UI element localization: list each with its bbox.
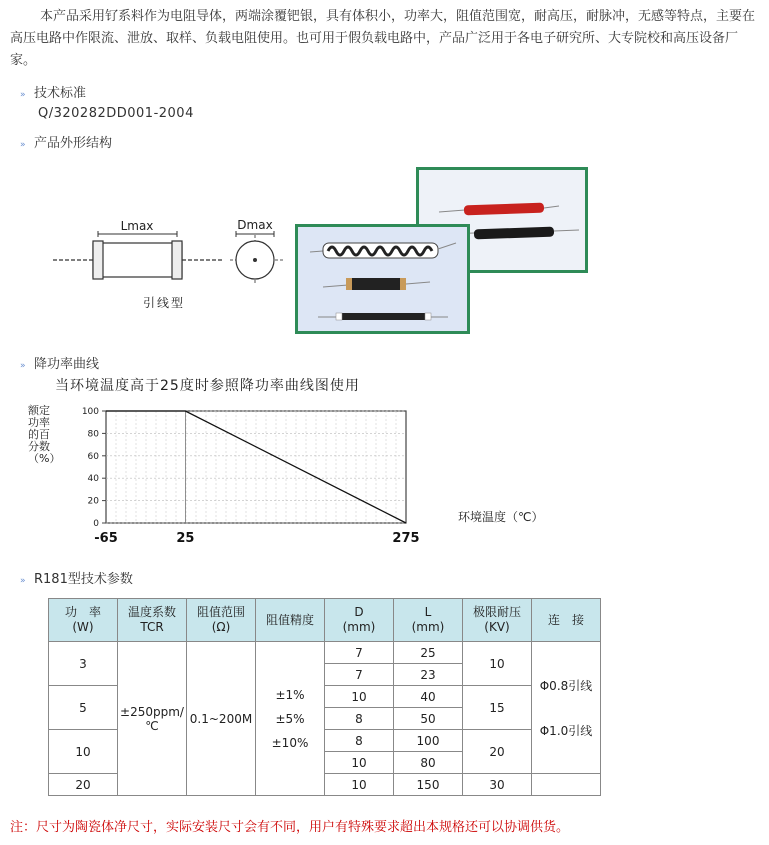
table-header-row bbox=[49, 599, 601, 642]
d-cell: 10 bbox=[325, 752, 394, 774]
chart-title: 当环境温度高于25度时参照降功率曲线图使用 bbox=[55, 378, 360, 394]
dimension-diagram bbox=[48, 205, 288, 315]
y-tick-label: 40 bbox=[87, 474, 99, 485]
power-cell: 20 bbox=[49, 774, 118, 796]
standard-code: Q/320282DD001-2004 bbox=[38, 106, 194, 121]
d-cell: 8 bbox=[325, 730, 394, 752]
d-cell: 10 bbox=[325, 686, 394, 708]
lmax-label: Lmax bbox=[120, 219, 154, 233]
table-header-cell: 温度系数 TCR bbox=[118, 599, 187, 642]
derating-chart bbox=[60, 403, 560, 548]
d-cell: 7 bbox=[325, 664, 394, 686]
table-header-cell: 阻值精度 bbox=[256, 599, 325, 642]
l-cell: 100 bbox=[394, 730, 463, 752]
x-tick-label: 275 bbox=[392, 531, 420, 546]
table-header-cell: 极限耐压 (KV) bbox=[463, 599, 532, 642]
tcr-cell: ±250ppm/℃ bbox=[118, 642, 187, 796]
connection-empty-cell bbox=[532, 774, 601, 796]
product-photo-group bbox=[295, 224, 470, 334]
power-cell: 5 bbox=[49, 686, 118, 730]
table-header-cell: 连 接 bbox=[532, 599, 601, 642]
d-cell: 10 bbox=[325, 774, 394, 796]
section-params bbox=[20, 568, 133, 587]
power-cell: 10 bbox=[49, 730, 118, 774]
l-cell: 150 bbox=[394, 774, 463, 796]
l-cell: 25 bbox=[394, 642, 463, 664]
bullet-arrow-icon: » bbox=[20, 140, 26, 150]
l-cell: 23 bbox=[394, 664, 463, 686]
table-header-cell: D (mm) bbox=[325, 599, 394, 642]
l-cell: 40 bbox=[394, 686, 463, 708]
x-tick-label: 25 bbox=[176, 531, 195, 546]
section-params-label: R181型技术参数 bbox=[34, 572, 133, 587]
section-derating-label: 降功率曲线 bbox=[34, 357, 100, 372]
section-structure-label: 产品外形结构 bbox=[34, 136, 113, 151]
x-tick-label: -65 bbox=[94, 531, 118, 546]
voltage-cell: 15 bbox=[463, 686, 532, 730]
chart-ylabel: 额定功率的百分数（%） bbox=[28, 404, 61, 465]
l-cell: 50 bbox=[394, 708, 463, 730]
dmax-label: Dmax bbox=[237, 218, 273, 232]
resistor-group-icon bbox=[298, 227, 467, 331]
y-tick-label: 0 bbox=[93, 519, 99, 529]
voltage-cell: 30 bbox=[463, 774, 532, 796]
section-standard bbox=[20, 82, 86, 101]
table-row bbox=[49, 642, 601, 664]
note-text: 注：尺寸为陶瓷体净尺寸，实际安装尺寸会有不同，用户有特殊要求超出本规格还可以协调供货。 bbox=[10, 820, 570, 835]
table-header-cell: 阻值范围 (Ω) bbox=[187, 599, 256, 642]
y-tick-label: 20 bbox=[87, 496, 99, 507]
voltage-cell: 10 bbox=[463, 642, 532, 686]
x-axis-label: 环境温度（℃） bbox=[458, 510, 544, 524]
precision-cell: ±1% ±5% ±10% bbox=[256, 642, 325, 796]
y-tick-label: 80 bbox=[87, 429, 99, 440]
section-derating bbox=[20, 353, 99, 372]
connection-cell: Φ0.8引线 Φ1.0引线 bbox=[532, 642, 601, 774]
y-tick-label: 100 bbox=[81, 407, 99, 417]
bullet-arrow-icon: » bbox=[20, 576, 26, 586]
intro-paragraph: 本产品采用钌系料作为电阻导体，两端涂覆钯银，具有体积小，功率大，阻值范围宽，耐高压，耐脉冲，无感等特点，主要在高压电路中作限流、泄放、取样、负载电阻使用。也可用于假负载电路中，产品广泛用于各电子研究所、大专院校和高压设备厂家。 bbox=[10, 9, 756, 68]
table-header-cell: 功 率 (W) bbox=[49, 599, 118, 642]
d-cell: 7 bbox=[325, 642, 394, 664]
l-cell: 80 bbox=[394, 752, 463, 774]
y-tick-label: 60 bbox=[87, 451, 99, 462]
section-structure bbox=[20, 132, 112, 151]
lead-type-label: 引线型 bbox=[142, 296, 186, 310]
range-cell: 0.1~200M bbox=[187, 642, 256, 796]
bullet-arrow-icon: » bbox=[20, 90, 26, 100]
table-body bbox=[49, 642, 601, 796]
table-header-cell: L (mm) bbox=[394, 599, 463, 642]
bullet-arrow-icon: » bbox=[20, 361, 26, 371]
d-cell: 8 bbox=[325, 708, 394, 730]
spec-table bbox=[48, 598, 601, 796]
voltage-cell: 20 bbox=[463, 730, 532, 774]
power-cell: 3 bbox=[49, 642, 118, 686]
section-standard-label: 技术标准 bbox=[34, 86, 87, 101]
